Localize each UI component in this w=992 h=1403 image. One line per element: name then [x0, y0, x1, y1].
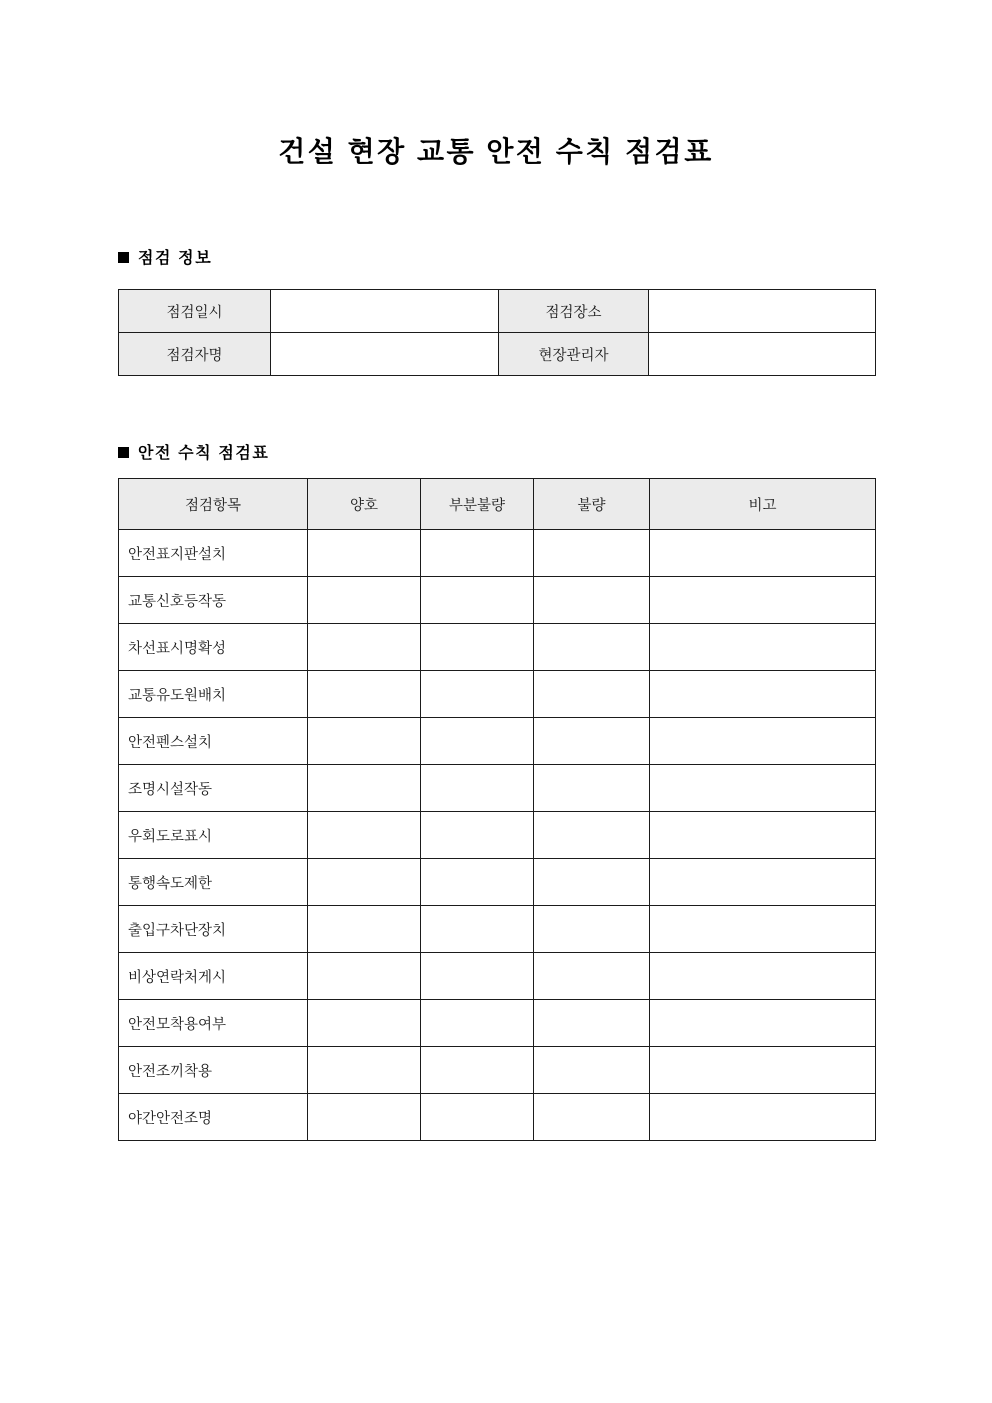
checklist-mark-partial[interactable]	[421, 953, 534, 1000]
checklist-mark-bad[interactable]	[534, 671, 650, 718]
column-header-partial: 부분불량	[421, 479, 534, 530]
info-label-inspector-name: 점검자명	[119, 333, 271, 376]
checklist-mark-bad[interactable]	[534, 1094, 650, 1141]
column-header-item: 점검항목	[119, 479, 308, 530]
table-row	[119, 671, 876, 718]
checklist-note[interactable]	[650, 624, 876, 671]
column-header-note: 비고	[650, 479, 876, 530]
table-row	[119, 1094, 876, 1141]
checklist-mark-partial[interactable]	[421, 812, 534, 859]
checklist-mark-good[interactable]	[308, 953, 421, 1000]
table-row	[119, 1000, 876, 1047]
checklist-item-name: 조명시설작동	[119, 765, 308, 812]
section-heading-inspection-info	[118, 248, 212, 270]
checklist-note[interactable]	[650, 577, 876, 624]
checklist-mark-bad[interactable]	[534, 812, 650, 859]
checklist-mark-good[interactable]	[308, 530, 421, 577]
checklist-mark-bad[interactable]	[534, 953, 650, 1000]
checklist-mark-good[interactable]	[308, 718, 421, 765]
checklist-item-name: 안전모착용여부	[119, 1000, 308, 1047]
info-value-site-manager[interactable]	[649, 333, 876, 376]
checklist-item-name: 우회도로표시	[119, 812, 308, 859]
safety-checklist-table	[118, 478, 876, 1141]
table-row	[119, 1047, 876, 1094]
checklist-mark-good[interactable]	[308, 577, 421, 624]
checklist-mark-partial[interactable]	[421, 624, 534, 671]
info-value-inspection-datetime[interactable]	[271, 290, 499, 333]
checklist-mark-bad[interactable]	[534, 1047, 650, 1094]
checklist-mark-bad[interactable]	[534, 765, 650, 812]
checklist-mark-good[interactable]	[308, 859, 421, 906]
checklist-mark-partial[interactable]	[421, 1000, 534, 1047]
table-row	[119, 765, 876, 812]
table-row	[119, 333, 876, 376]
checklist-mark-good[interactable]	[308, 812, 421, 859]
column-header-bad: 불량	[534, 479, 650, 530]
checklist-mark-partial[interactable]	[421, 671, 534, 718]
checklist-mark-bad[interactable]	[534, 577, 650, 624]
table-row	[119, 812, 876, 859]
section-heading-label: 점검 정보	[138, 250, 213, 267]
checklist-mark-partial[interactable]	[421, 577, 534, 624]
checklist-mark-good[interactable]	[308, 765, 421, 812]
table-row	[119, 290, 876, 333]
section-heading-safety-checklist	[118, 443, 269, 465]
checklist-item-name: 통행속도제한	[119, 859, 308, 906]
checklist-item-name: 안전표지판설치	[119, 530, 308, 577]
filled-square-bullet-icon	[118, 252, 129, 263]
table-row	[119, 530, 876, 577]
checklist-note[interactable]	[650, 1000, 876, 1047]
checklist-mark-bad[interactable]	[534, 530, 650, 577]
checklist-mark-partial[interactable]	[421, 1047, 534, 1094]
info-value-inspector-name[interactable]	[271, 333, 499, 376]
table-row	[119, 718, 876, 765]
column-header-good: 양호	[308, 479, 421, 530]
checklist-mark-good[interactable]	[308, 1094, 421, 1141]
checklist-note[interactable]	[650, 906, 876, 953]
checklist-mark-partial[interactable]	[421, 718, 534, 765]
checklist-item-name: 안전조끼착용	[119, 1047, 308, 1094]
checklist-mark-good[interactable]	[308, 624, 421, 671]
checklist-mark-partial[interactable]	[421, 765, 534, 812]
checklist-item-name: 안전펜스설치	[119, 718, 308, 765]
checklist-item-name: 차선표시명확성	[119, 624, 308, 671]
table-row	[119, 577, 876, 624]
inspection-info-table	[118, 289, 876, 376]
checklist-mark-good[interactable]	[308, 1047, 421, 1094]
checklist-mark-bad[interactable]	[534, 624, 650, 671]
checklist-note[interactable]	[650, 530, 876, 577]
checklist-mark-bad[interactable]	[534, 718, 650, 765]
checklist-note[interactable]	[650, 812, 876, 859]
checklist-note[interactable]	[650, 1094, 876, 1141]
info-label-site-manager: 현장관리자	[499, 333, 649, 376]
checklist-mark-partial[interactable]	[421, 906, 534, 953]
info-value-inspection-location[interactable]	[649, 290, 876, 333]
checklist-note[interactable]	[650, 1047, 876, 1094]
checklist-item-name: 출입구차단장치	[119, 906, 308, 953]
checklist-item-name: 교통유도원배치	[119, 671, 308, 718]
info-label-inspection-location: 점검장소	[499, 290, 649, 333]
checklist-note[interactable]	[650, 765, 876, 812]
table-header-row	[119, 479, 876, 530]
checklist-mark-partial[interactable]	[421, 530, 534, 577]
checklist-mark-good[interactable]	[308, 906, 421, 953]
table-row	[119, 953, 876, 1000]
checklist-item-name: 야간안전조명	[119, 1094, 308, 1141]
filled-square-bullet-icon	[118, 447, 129, 458]
checklist-mark-good[interactable]	[308, 671, 421, 718]
checklist-note[interactable]	[650, 718, 876, 765]
table-row	[119, 906, 876, 953]
page-title: 건설 현장 교통 안전 수칙 점검표	[278, 136, 714, 167]
checklist-note[interactable]	[650, 953, 876, 1000]
checklist-mark-bad[interactable]	[534, 906, 650, 953]
checklist-mark-bad[interactable]	[534, 1000, 650, 1047]
checklist-mark-bad[interactable]	[534, 859, 650, 906]
checklist-mark-partial[interactable]	[421, 859, 534, 906]
table-row	[119, 624, 876, 671]
checklist-note[interactable]	[650, 671, 876, 718]
checklist-note[interactable]	[650, 859, 876, 906]
checklist-item-name: 비상연락처게시	[119, 953, 308, 1000]
checklist-mark-good[interactable]	[308, 1000, 421, 1047]
checklist-item-name: 교통신호등작동	[119, 577, 308, 624]
section-heading-label: 안전 수칙 점검표	[138, 445, 270, 462]
table-row	[119, 859, 876, 906]
info-label-inspection-datetime: 점검일시	[119, 290, 271, 333]
checklist-mark-partial[interactable]	[421, 1094, 534, 1141]
